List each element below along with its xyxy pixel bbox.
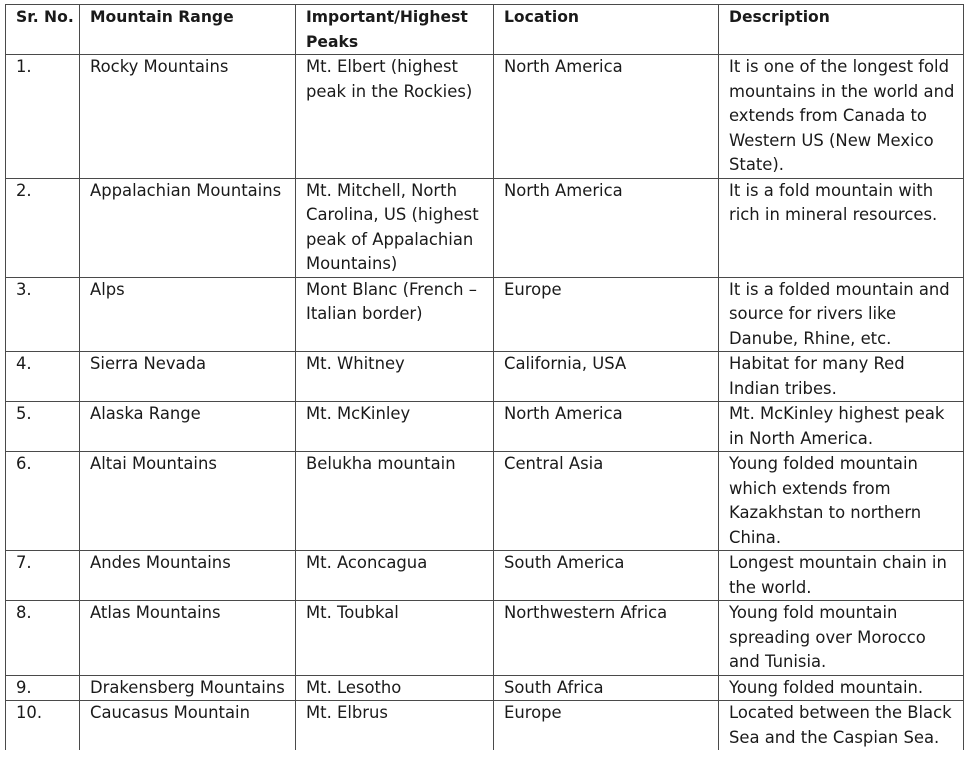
location-cell: Europe — [494, 701, 719, 751]
sr-no-cell: 1. — [6, 55, 80, 179]
sr-no-cell: 9. — [6, 675, 80, 701]
peak-cell: Mt. Whitney — [296, 352, 494, 402]
location-cell: Northwestern Africa — [494, 601, 719, 676]
sr-no-cell: 5. — [6, 402, 80, 452]
description-cell: Habitat for many Red Indian tribes. — [719, 352, 964, 402]
table-row — [6, 277, 964, 352]
peak-cell: Mt. Toubkal — [296, 601, 494, 676]
header-description: Description — [719, 5, 964, 55]
peak-cell: Mont Blanc (French – Italian border) — [296, 277, 494, 352]
description-cell: It is a fold mountain with rich in mineral resources. — [719, 178, 964, 277]
peak-cell: Mt. Elbert (highest peak in the Rockies) — [296, 55, 494, 179]
mountain-range-cell: Caucasus Mountain — [80, 701, 296, 751]
location-cell: South Africa — [494, 675, 719, 701]
sr-no-cell: 4. — [6, 352, 80, 402]
sr-no-cell: 6. — [6, 452, 80, 551]
table-row — [6, 701, 964, 751]
table-row — [6, 675, 964, 701]
peak-cell: Mt. Mitchell, North Carolina, US (highest peak of Appalachian Mountains) — [296, 178, 494, 277]
description-cell: It is a folded mountain and source for rivers like Danube, Rhine, etc. — [719, 277, 964, 352]
description-cell: It is one of the longest fold mountains in the world and extends from Canada to Western US (New Mexico State). — [719, 55, 964, 179]
table-row — [6, 452, 964, 551]
header-location: Location — [494, 5, 719, 55]
header-sr-no: Sr. No. — [6, 5, 80, 55]
mountain-range-cell: Appalachian Mountains — [80, 178, 296, 277]
peak-cell: Mt. Elbrus — [296, 701, 494, 751]
sr-no-cell: 3. — [6, 277, 80, 352]
table-row — [6, 55, 964, 179]
peak-cell: Mt. Lesotho — [296, 675, 494, 701]
table-body — [6, 55, 964, 751]
location-cell: Europe — [494, 277, 719, 352]
description-cell: Located between the Black Sea and the Caspian Sea. — [719, 701, 964, 751]
location-cell: North America — [494, 55, 719, 179]
mountain-range-cell: Atlas Mountains — [80, 601, 296, 676]
table-row — [6, 352, 964, 402]
mountain-range-cell: Sierra Nevada — [80, 352, 296, 402]
sr-no-cell: 8. — [6, 601, 80, 676]
mountain-range-cell: Altai Mountains — [80, 452, 296, 551]
table-row — [6, 551, 964, 601]
table-row — [6, 601, 964, 676]
header-mountain-range: Mountain Range — [80, 5, 296, 55]
header-highest-peaks: Important/Highest Peaks — [296, 5, 494, 55]
mountain-range-cell: Rocky Mountains — [80, 55, 296, 179]
table-row — [6, 402, 964, 452]
description-cell: Young folded mountain. — [719, 675, 964, 701]
mountain-range-cell: Andes Mountains — [80, 551, 296, 601]
description-cell: Longest mountain chain in the world. — [719, 551, 964, 601]
location-cell: Central Asia — [494, 452, 719, 551]
table-header-row — [6, 5, 964, 55]
sr-no-cell: 10. — [6, 701, 80, 751]
sr-no-cell: 2. — [6, 178, 80, 277]
mountain-range-cell: Drakensberg Mountains — [80, 675, 296, 701]
description-cell: Young fold mountain spreading over Morocco and Tunisia. — [719, 601, 964, 676]
peak-cell: Mt. McKinley — [296, 402, 494, 452]
description-cell: Young folded mountain which extends from Kazakhstan to northern China. — [719, 452, 964, 551]
peak-cell: Belukha mountain — [296, 452, 494, 551]
location-cell: North America — [494, 178, 719, 277]
sr-no-cell: 7. — [6, 551, 80, 601]
peak-cell: Mt. Aconcagua — [296, 551, 494, 601]
mountain-range-cell: Alps — [80, 277, 296, 352]
location-cell: North America — [494, 402, 719, 452]
table-row — [6, 178, 964, 277]
mountain-range-cell: Alaska Range — [80, 402, 296, 452]
location-cell: California, USA — [494, 352, 719, 402]
mountain-ranges-table — [5, 4, 964, 750]
description-cell: Mt. McKinley highest peak in North America. — [719, 402, 964, 452]
location-cell: South America — [494, 551, 719, 601]
